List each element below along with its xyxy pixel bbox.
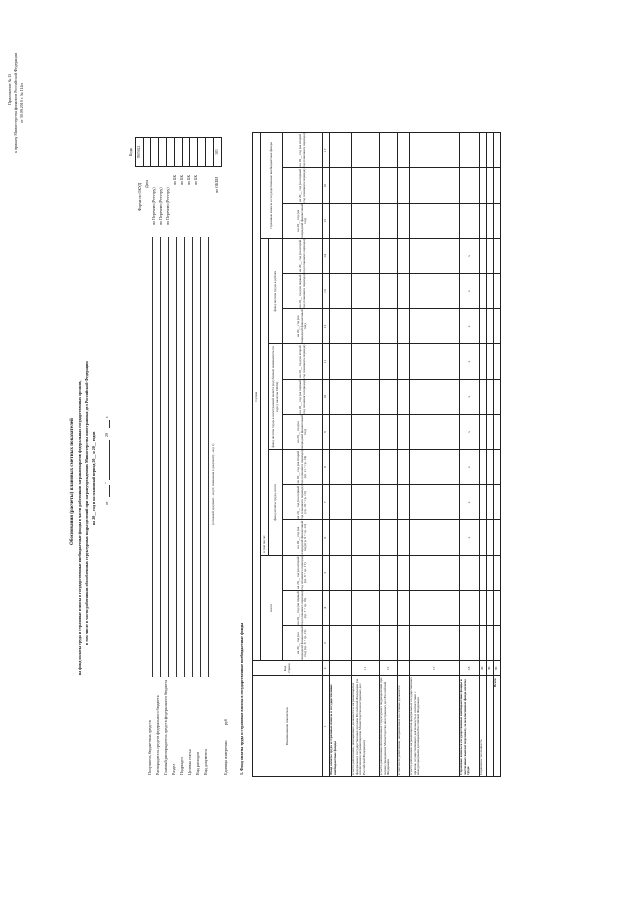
appendix-line-3: от 30.09.2010 г. № 114н [19,83,24,123]
cell[interactable] [352,520,380,555]
codes-row-label: по Перечню (Реестру) [165,187,170,225]
cell[interactable] [398,626,410,661]
code-cell[interactable] [166,138,174,167]
field-underline[interactable] [192,237,193,677]
field-label: Получатель бюджетных средств [147,720,152,775]
header-insurance: страховые взносы в государственные внебюджетные фонды [261,133,283,239]
codes-box [128,137,222,167]
cell[interactable] [380,274,398,309]
cell[interactable] [352,133,380,168]
cell[interactable] [398,590,410,625]
colnum: 11 [323,344,330,379]
row-code: 12 [380,661,398,676]
cell[interactable] [398,274,410,309]
cell-mark: x [460,520,480,555]
cell[interactable] [487,203,494,238]
cell[interactable] [330,344,352,379]
header-year: на 20__ год (на очередной финансовый год) (гр. 6 + гр. 15) [283,626,323,661]
cell[interactable] [330,626,352,661]
cell[interactable] [494,274,501,309]
cell[interactable] [487,274,494,309]
appendix-line-1: Приложение № 15 [7,73,12,105]
codes-row-label: по ОКЕИ [214,176,219,193]
cell[interactable] [494,168,501,203]
cell[interactable] [460,168,480,203]
cell[interactable] [460,203,480,238]
cell[interactable] [480,485,487,520]
cell[interactable] [330,555,352,590]
header-fot-rub: фонд оплаты труда в рублях [269,238,283,344]
cell[interactable] [494,344,501,379]
title-line-3: в том числе в части работников обособленных структурных подразделений при загранучреждениях Министерства иностранных дел Российской Федерации [84,361,89,645]
cell[interactable] [494,485,501,520]
date-year: 20 [104,433,109,437]
cell[interactable] [380,203,398,238]
cell[interactable] [487,379,494,414]
date-month-line [109,440,110,480]
codes-row-label: по Перечню (Реестру) [151,187,156,225]
cell[interactable] [480,168,487,203]
codes-row-label: Форма по ОКУД [137,182,142,211]
header-year: на 20__ год (на очередной финансовый год) (гр. 9 + гр. 12) [283,520,323,555]
date-day-suffix: " [104,482,109,484]
cell-mark: x [460,414,480,449]
codes-row-label: Дата [144,180,149,188]
codes-row-label: по БК [179,174,184,185]
header-year: на 20__ год (на второй год планового периода) [283,133,323,168]
table-row [380,133,398,777]
field-underline[interactable] [152,237,153,677]
row-code: 30 [487,661,494,676]
colnum: 4 [323,590,330,625]
colnum: 1 [323,676,330,777]
cell[interactable] [410,626,460,661]
header-total: всего [261,555,283,661]
colnum: 15 [323,203,330,238]
cell[interactable] [480,414,487,449]
cell[interactable] [398,133,410,168]
cell[interactable] [494,626,501,661]
field-label: Раздел [171,763,176,775]
cell[interactable] [480,238,487,273]
cell[interactable] [480,450,487,485]
table-row [480,133,487,777]
cell[interactable] [487,626,494,661]
cell[interactable] [487,520,494,555]
table-row [460,133,480,777]
title-line-2: на фонд оплаты труда и страховые взносы в государственные внебюджетные фонды в части работников загранаппаратов федеральных государственных органов, [77,380,82,675]
code-cell[interactable] [182,138,190,167]
cell[interactable] [352,168,380,203]
cell[interactable] [480,520,487,555]
cell[interactable] [330,238,352,273]
colnum: 14 [323,238,330,273]
table-row [398,133,410,777]
cell[interactable] [460,133,480,168]
row-name: в части работников загранаппаратов федеральных государственных органов, осуществляющих деятельность в соответствии с международными договорами Российской Федерации [410,676,460,777]
cell[interactable] [352,555,380,590]
cell[interactable] [494,379,501,414]
cell[interactable] [398,414,410,449]
cell[interactable] [398,238,410,273]
cell[interactable] [410,555,460,590]
cell-mark: x [460,309,480,344]
cell[interactable] [410,485,460,520]
code-cell[interactable] [190,138,198,167]
cell[interactable] [410,520,460,555]
cell[interactable] [330,590,352,625]
cell[interactable] [398,379,410,414]
cell[interactable] [410,309,460,344]
colnum: 13 [323,274,330,309]
cell[interactable] [410,238,460,273]
header-year: на 20__ год (на первый год планового периода) (гр. 10 + гр. 13) [283,485,323,520]
cell[interactable] [380,309,398,344]
header-year: на 20__ год (на первый год планового периода) [283,379,323,414]
cell[interactable] [380,238,398,273]
cell[interactable] [380,133,398,168]
header-code: Код строки [253,661,323,676]
main-table [252,132,501,777]
cell[interactable] [494,203,501,238]
cell[interactable] [380,485,398,520]
cell[interactable] [380,450,398,485]
row-code: 18 [460,661,480,676]
appendix-line-2: к приказу Министерства финансов Российской Федерации [13,53,18,153]
cell[interactable] [352,626,380,661]
cell[interactable] [410,414,460,449]
cell[interactable] [330,485,352,520]
colnum: 2 [323,661,330,676]
cell[interactable] [487,133,494,168]
cell-mark: x [460,274,480,309]
cell-mark: x [460,238,480,273]
title-line-4: на 20__ год и на плановый период 20__ и 20__ годов [91,431,96,525]
row-code: 11 [352,661,380,676]
header-year: на 20__ год (на первый год планового периода) (гр. 7 + гр. 16) [283,590,323,625]
header-year: на 20__ год (на очередной финансовый год) [283,309,323,344]
row-code: 90 [494,661,501,676]
cell[interactable] [352,309,380,344]
colnum: 8 [323,450,330,485]
field-underline[interactable] [184,237,185,677]
row-name: в части работников, замещающих должности в загранаппаратах федеральных государственных органов Российской Федерации (за исключением загранаппаратов Министерства иностранных дел Российской Федерации) [352,676,380,777]
cell[interactable] [410,168,460,203]
cell[interactable] [352,379,380,414]
cell[interactable] [330,274,352,309]
cell[interactable] [494,555,501,590]
cell[interactable] [487,450,494,485]
code-cell[interactable] [174,138,182,167]
code-cell[interactable]: 0505022 [135,138,143,167]
colnum: 7 [323,485,330,520]
field-underline[interactable] [176,237,177,677]
row-name: Всего [494,676,501,777]
colnum: 12 [323,309,330,344]
row-code: 20 [480,661,487,676]
cell[interactable] [487,309,494,344]
cell[interactable] [460,555,480,590]
cell[interactable] [398,555,410,590]
cell[interactable] [352,344,380,379]
date-day-line [109,485,110,497]
cell[interactable] [330,133,352,168]
date-year-suffix: г. [104,415,109,418]
cell[interactable] [410,590,460,625]
header-year: на 20__ год (на первый год планового периода) [283,274,323,309]
cell[interactable] [352,274,380,309]
cell[interactable] [352,414,380,449]
cell[interactable] [494,520,501,555]
row-code [330,661,352,676]
table-row [410,133,460,777]
cell[interactable] [380,520,398,555]
cell[interactable] [380,555,398,590]
codes-header: Коды [129,147,134,157]
cell-mark: x [460,450,480,485]
cell[interactable] [398,485,410,520]
cell[interactable] [494,309,501,344]
cell[interactable] [460,590,480,625]
header-year: на 20__ год (на второй год планового периода) [283,344,323,379]
cell[interactable] [410,133,460,168]
cell[interactable] [480,626,487,661]
cell[interactable] [330,414,352,449]
cell[interactable] [398,168,410,203]
cell[interactable] [480,555,487,590]
table-row [494,133,501,777]
cell[interactable] [330,520,352,555]
cell[interactable] [398,520,410,555]
cell[interactable] [460,626,480,661]
cell[interactable] [398,344,410,379]
unit-value: руб [223,719,228,725]
colnum: 10 [323,379,330,414]
date-from: от [104,501,109,505]
row-name: Страховые взносы в государственные внебюджетные фонды в части иных выплат персоналу, за исключением фонда оплаты труда [460,676,480,777]
cell[interactable] [480,133,487,168]
cell[interactable] [487,168,494,203]
field-underline[interactable] [168,237,169,677]
cell[interactable] [480,590,487,625]
cell[interactable] [330,379,352,414]
field-underline[interactable] [160,237,161,677]
code-cell[interactable]: 383 [213,138,221,167]
cell[interactable] [487,555,494,590]
code-cell[interactable] [151,138,159,167]
header-in-that: в том числе: [261,238,269,555]
cell[interactable] [494,590,501,625]
cell-mark: x [460,379,480,414]
cell[interactable] [352,238,380,273]
table-row [352,133,380,777]
field-underline[interactable] [200,237,201,677]
doc-kind-hint: (основной документ - код 0; изменения к документу - код 1) [211,443,215,525]
field-label: Распорядитель средств федерального бюджета [155,695,160,775]
header-name: Наименование показателя [253,676,323,777]
cell[interactable] [380,379,398,414]
field-label: Подраздел [179,757,184,775]
cell[interactable] [410,450,460,485]
colnum: 6 [323,520,330,555]
cell[interactable] [330,309,352,344]
row-code [398,661,410,676]
cell[interactable] [352,203,380,238]
cell[interactable] [480,203,487,238]
codes-row-label: по Перечню (Реестру) [158,187,163,225]
field-label: Главный распорядитель средств федерального бюджета [163,680,168,775]
cell[interactable] [410,274,460,309]
cell[interactable] [380,344,398,379]
header-fot-total: фонд оплаты труда, всего [269,450,283,556]
cell[interactable] [480,309,487,344]
cell[interactable] [487,238,494,273]
cell[interactable] [330,203,352,238]
cell[interactable] [487,590,494,625]
row-name: Справочно: численность [480,676,487,777]
cell[interactable] [494,414,501,449]
cell-mark: x [460,485,480,520]
cell[interactable] [494,238,501,273]
cell[interactable] [480,344,487,379]
codes-row-label: по БК [186,174,191,185]
cell[interactable] [487,344,494,379]
colnum: 5 [323,555,330,590]
row-name: Фонд оплаты труда и страховые взносы в государственные внебюджетные фонды [330,676,352,777]
colnum: 3 [323,626,330,661]
header-sum: Сумма [253,133,261,661]
row-name [487,676,494,777]
codes-row-label: по БК [193,174,198,185]
colnum: 17 [323,133,330,168]
cell[interactable] [380,414,398,449]
cell[interactable] [480,379,487,414]
code-cell[interactable] [205,138,213,167]
field-label: Целевая статья [187,749,192,775]
field-underline[interactable] [208,237,209,677]
unit-label: Единица измерения: [223,740,228,775]
header-fot-currency: фонд оплаты труда в иностранной валюте (в рублевом эквиваленте по курсу валюты США) [269,344,283,450]
cell[interactable] [352,485,380,520]
header-year: на 20__ год (на очередной финансовый год) [283,203,323,238]
date-year-line [109,420,110,428]
code-cell[interactable] [159,138,167,167]
cell[interactable] [398,203,410,238]
row-name: в том числе работников, направленных на сетевые должности [398,676,410,777]
cell[interactable] [380,626,398,661]
cell[interactable] [398,450,410,485]
header-year: на 20__ год (на очередной финансовый год) [283,414,323,449]
cell[interactable] [494,133,501,168]
header-year: на 20__ год (на второй год планового периода) [283,238,323,273]
title-line-1: Обоснования (расчеты) плановых сметных показателей [70,418,75,545]
code-cell[interactable] [198,138,206,167]
cell[interactable] [352,590,380,625]
section-title: 1. Фонд оплаты труда и страховые взносы в государственные внебюджетные фонды [239,622,244,775]
cell[interactable] [410,379,460,414]
cell[interactable] [410,203,460,238]
cell[interactable] [480,274,487,309]
cell-mark: x [460,344,480,379]
code-cell[interactable] [143,138,151,167]
header-year: на 20__ год (на второй год планового периода) (гр. 8 + гр. 17) [283,555,323,590]
header-year: на 20__ год (на первый год планового периода) [283,168,323,203]
row-name: в части работников обособленных структурных подразделений при загранучреждениях Министерства иностранных дел Российской Федерации [380,676,398,777]
cell[interactable] [380,590,398,625]
cell[interactable] [330,168,352,203]
field-label: Вид расходов [195,752,200,775]
row-code: 17 [410,661,460,676]
cell[interactable] [380,168,398,203]
codes-row-label: по БК [172,174,177,185]
cell[interactable] [487,414,494,449]
cell[interactable] [494,450,501,485]
cell[interactable] [398,309,410,344]
colnum: 16 [323,168,330,203]
field-label: Вид документа [203,749,208,775]
header-year: на 20__ год (на второй год планового периода) (гр. 11 + гр. 14) [283,450,323,485]
cell[interactable] [487,485,494,520]
table-row [330,133,352,777]
cell[interactable] [330,450,352,485]
cell[interactable] [410,344,460,379]
colnum: 9 [323,414,330,449]
cell[interactable] [352,450,380,485]
